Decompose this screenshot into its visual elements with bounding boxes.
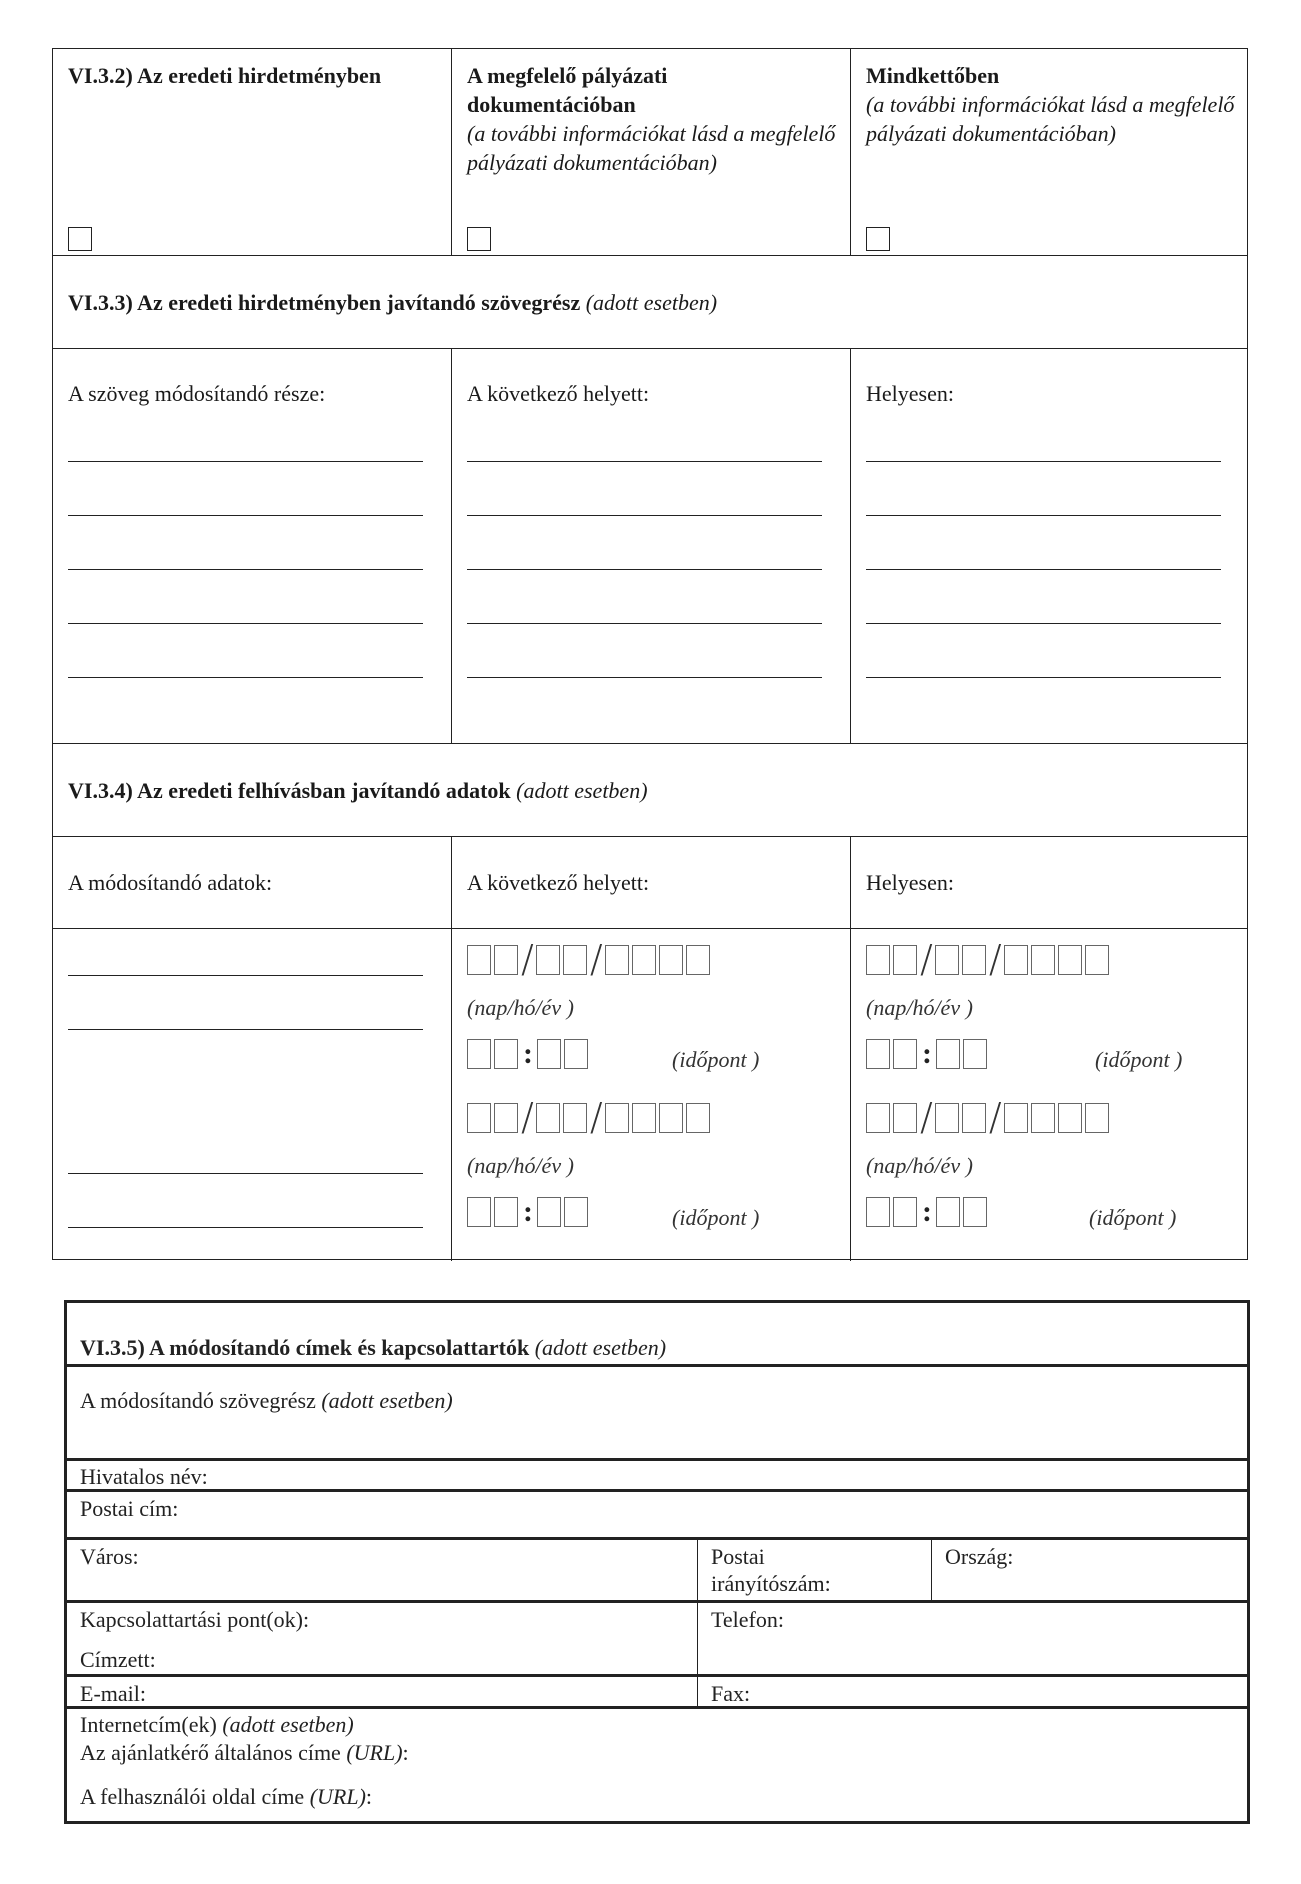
correct-date-2[interactable]: / / xyxy=(866,1101,1112,1133)
internet-title: Internetcím(ek) xyxy=(80,1712,217,1737)
row-vi-3-4-body xyxy=(53,929,1247,1261)
cell-tender-docs xyxy=(451,49,850,255)
cell-correct xyxy=(850,349,1247,743)
row-email xyxy=(67,1677,1247,1709)
row-vi-3-3-header xyxy=(53,256,1247,349)
row-vi-3-4-columns xyxy=(53,837,1247,929)
text-part-line-3[interactable] xyxy=(68,569,423,570)
cell-text-part xyxy=(53,349,451,743)
row-text-part xyxy=(67,1367,1247,1461)
instead-of-date-1-label: (nap/hó/év ) xyxy=(467,995,574,1020)
data-to-modify-label: A módosítandó adatok: xyxy=(68,870,273,895)
row-vi-3-2 xyxy=(53,49,1247,256)
data-line-3[interactable] xyxy=(68,1173,423,1174)
instead-of-date-2-label: (nap/hó/év ) xyxy=(467,1153,574,1178)
cell-original-notice xyxy=(53,49,451,255)
correct-time-2-label: (időpont ) xyxy=(1089,1205,1177,1230)
cell-data-to-modify xyxy=(53,929,451,1261)
section-vi-3-3-qualifier: (adott esetben) xyxy=(585,289,718,315)
buyer-profile-url: (URL) xyxy=(309,1784,366,1809)
section-vi-3-3-title: VI.3.3) Az eredeti hirdetményben javítandó szövegrész xyxy=(68,289,581,315)
tender-docs-label: A megfelelő pályázati dokumentációban xyxy=(467,63,668,117)
cell-data-instead-of xyxy=(451,929,850,1261)
instead-of-time-1[interactable]: : xyxy=(467,1039,591,1069)
correct-line-5[interactable] xyxy=(866,677,1221,678)
tender-docs-checkbox[interactable] xyxy=(467,227,491,251)
row-vi-3-5-header xyxy=(67,1303,1247,1367)
correct-date-1-label: (nap/hó/év ) xyxy=(866,995,973,1020)
instead-of-line-1[interactable] xyxy=(467,461,822,462)
both-checkbox[interactable] xyxy=(866,227,890,251)
correct-line-1[interactable] xyxy=(866,461,1221,462)
general-address-url: (URL) xyxy=(346,1740,403,1765)
correct-line-2[interactable] xyxy=(866,515,1221,516)
section-vi-3-4-heading xyxy=(68,744,1232,836)
data-line-1[interactable] xyxy=(68,975,423,976)
cell-both xyxy=(850,49,1247,255)
original-notice-checkbox[interactable] xyxy=(68,227,92,251)
postal-address-label: Postai cím: xyxy=(80,1496,179,1521)
official-name-label: Hivatalos név: xyxy=(80,1464,208,1489)
correct-time-2[interactable]: : xyxy=(866,1197,990,1227)
correct-date-2-label: (nap/hó/év ) xyxy=(866,1153,973,1178)
section-vi-3-5-heading xyxy=(80,1334,666,1361)
row-postal-address[interactable] xyxy=(67,1492,1247,1540)
data-line-4[interactable] xyxy=(68,1227,423,1228)
text-part-line-1[interactable] xyxy=(68,461,423,462)
general-address-text: Az ajánlatkérő általános címe xyxy=(80,1740,341,1765)
general-address-colon: : xyxy=(402,1740,409,1765)
instead-of-line-4[interactable] xyxy=(467,623,822,624)
text-part-label: A szöveg módosítandó része: xyxy=(68,381,326,406)
correct-time-1[interactable]: : xyxy=(866,1039,990,1069)
section-vi-3-4-title: VI.3.4) Az eredeti felhívásban javítandó adatok xyxy=(68,777,511,803)
row-official-name[interactable] xyxy=(67,1461,1247,1492)
original-notice-label: VI.3.2) Az eredeti hirdetményben xyxy=(68,63,382,88)
row-internet xyxy=(67,1709,1247,1821)
text-part-title: A módosítandó szövegrész xyxy=(80,1388,316,1413)
city-label: Város: xyxy=(80,1544,139,1569)
cell-data-correct xyxy=(850,929,1247,1261)
section-vi-3-5-qualifier: (adott esetben) xyxy=(534,1335,667,1360)
postal-code-label: Postai irányítószám: xyxy=(711,1544,831,1596)
correction-table xyxy=(52,48,1248,1260)
instead-of-line-3[interactable] xyxy=(467,569,822,570)
internet-qualifier: (adott esetben) xyxy=(222,1712,354,1737)
section-vi-3-4-qualifier: (adott esetben) xyxy=(516,777,648,803)
correct-label: Helyesen: xyxy=(866,381,954,406)
instead-of-time-1-label: (időpont ) xyxy=(672,1047,760,1072)
row-contact-points xyxy=(67,1603,1247,1677)
fax-label: Fax: xyxy=(711,1681,751,1706)
both-note: (a további információkat lásd a megfelelő pályázati dokumentációban) xyxy=(866,92,1235,146)
correct-date-1[interactable]: / / xyxy=(866,943,1112,975)
data-line-2[interactable] xyxy=(68,1029,423,1030)
instead-of-date-2[interactable]: / / xyxy=(467,1101,713,1133)
buyer-profile-colon: : xyxy=(365,1784,373,1809)
row-city xyxy=(67,1540,1247,1603)
addressee-label: Címzett: xyxy=(80,1647,156,1672)
data-instead-of-label: A következő helyett: xyxy=(467,870,650,895)
internet-heading xyxy=(80,1711,354,1738)
email-label: E-mail: xyxy=(80,1681,146,1706)
instead-of-time-2[interactable]: : xyxy=(467,1197,591,1227)
tender-docs-note: (a további információkat lásd a megfelelő pályázati dokumentációban) xyxy=(467,121,836,175)
country-label: Ország: xyxy=(945,1544,1014,1569)
instead-of-date-1[interactable]: / / xyxy=(467,943,713,975)
instead-of-line-5[interactable] xyxy=(467,677,822,678)
correct-line-4[interactable] xyxy=(866,623,1221,624)
text-part-line-4[interactable] xyxy=(68,623,423,624)
general-address-label xyxy=(80,1739,409,1766)
text-part-line-5[interactable] xyxy=(68,677,423,678)
buyer-profile-text: A felhasználói oldal címe xyxy=(80,1784,305,1809)
row-vi-3-4-header xyxy=(53,744,1247,837)
both-label: Mindkettőben xyxy=(866,63,1000,88)
instead-of-time-2-label: (időpont ) xyxy=(672,1205,760,1230)
correct-time-1-label: (időpont ) xyxy=(1095,1047,1183,1072)
instead-of-label: A következő helyett: xyxy=(467,381,650,406)
row-vi-3-3-body xyxy=(53,349,1247,744)
section-vi-3-3-heading xyxy=(68,256,1232,348)
phone-label: Telefon: xyxy=(711,1607,784,1632)
text-part-qualifier: (adott esetben) xyxy=(321,1388,453,1413)
section-vi-3-5-title: VI.3.5) A módosítandó címek és kapcsolattartók xyxy=(80,1335,530,1360)
text-part-line-2[interactable] xyxy=(68,515,423,516)
text-part-heading xyxy=(80,1387,453,1414)
addresses-table xyxy=(64,1300,1250,1824)
data-correct-label: Helyesen: xyxy=(866,870,954,895)
correct-line-3[interactable] xyxy=(866,569,1221,570)
cell-instead-of xyxy=(451,349,850,743)
instead-of-line-2[interactable] xyxy=(467,515,822,516)
contact-points-label: Kapcsolattartási pont(ok): xyxy=(80,1607,310,1632)
buyer-profile-label xyxy=(80,1783,372,1810)
